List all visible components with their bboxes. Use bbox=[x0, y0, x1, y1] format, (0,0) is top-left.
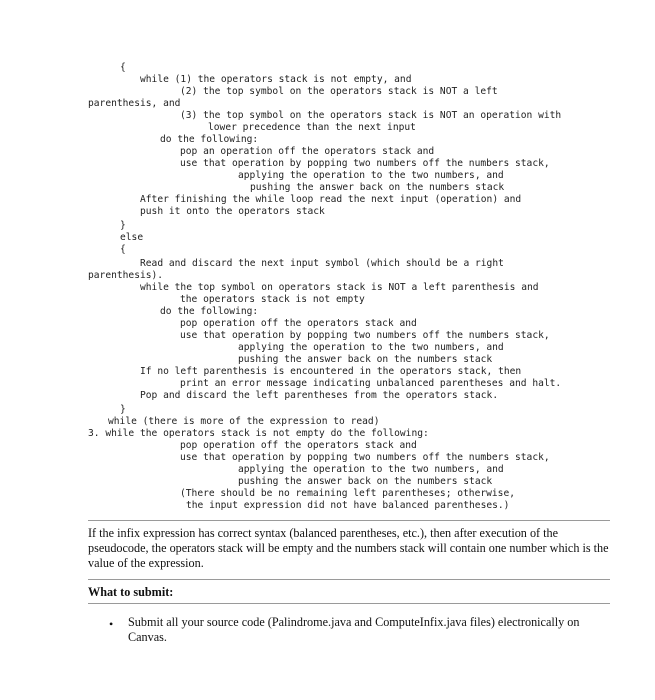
code-line: push it onto the operators stack bbox=[140, 206, 325, 217]
code-line: pop operation off the operators stack and bbox=[180, 318, 417, 329]
code-line: } bbox=[120, 404, 126, 415]
divider-top bbox=[88, 520, 610, 521]
code-line: 3. while the operators stack is not empty do the following: bbox=[88, 428, 429, 439]
code-line: Read and discard the next input symbol (which should be a right bbox=[140, 258, 504, 269]
code-line: pushing the answer back on the numbers stack bbox=[238, 476, 493, 487]
code-line: parenthesis, and bbox=[88, 98, 181, 109]
summary-paragraph: If the infix expression has correct syntax (balanced parentheses, etc.), then after execution of the pseudocode, the operators stack will be empty and the numbers stack will contain one number which is the value of the expression. bbox=[88, 526, 609, 570]
divider-middle bbox=[88, 579, 610, 580]
code-line: } bbox=[120, 220, 126, 231]
code-line: use that operation by popping two numbers off the numbers stack, bbox=[180, 158, 550, 169]
code-line: pop operation off the operators stack and bbox=[180, 440, 417, 451]
code-line: Pop and discard the left parentheses from the operators stack. bbox=[140, 390, 499, 401]
code-line: the input expression did not have balanced parentheses.) bbox=[186, 500, 510, 511]
code-line: do the following: bbox=[160, 306, 259, 317]
code-line: use that operation by popping two numbers off the numbers stack, bbox=[180, 452, 550, 463]
code-line: pushing the answer back on the numbers stack bbox=[238, 354, 493, 365]
code-line: use that operation by popping two numbers off the numbers stack, bbox=[180, 330, 550, 341]
code-line: applying the operation to the two numbers, and bbox=[238, 170, 504, 181]
code-line: (There should be no remaining left parentheses; otherwise, bbox=[180, 488, 516, 499]
code-line: applying the operation to the two numbers, and bbox=[238, 342, 504, 353]
code-line: while (1) the operators stack is not empty, and bbox=[140, 74, 412, 85]
code-line: lower precedence than the next input bbox=[208, 122, 416, 133]
submit-instruction: Submit all your source code (Palindrome.java and ComputeInfix.java files) electronically on Canvas. bbox=[128, 615, 580, 644]
code-line: { bbox=[120, 244, 126, 255]
code-line: (3) the top symbol on the operators stack is NOT an operation with bbox=[180, 110, 562, 121]
code-line: If no left parenthesis is encountered in the operators stack, then bbox=[140, 366, 522, 377]
code-line: (2) the top symbol on the operators stack is NOT a left bbox=[180, 86, 498, 97]
code-line: pushing the answer back on the numbers stack bbox=[250, 182, 505, 193]
code-line: print an error message indicating unbalanced parentheses and halt. bbox=[180, 378, 562, 389]
code-line: After finishing the while loop read the next input (operation) and bbox=[140, 194, 522, 205]
code-line: { bbox=[120, 62, 126, 73]
code-line: applying the operation to the two numbers, and bbox=[238, 464, 504, 475]
divider-bottom bbox=[88, 603, 610, 604]
code-line: while (there is more of the expression to read) bbox=[108, 416, 380, 427]
code-line: the operators stack is not empty bbox=[180, 294, 365, 305]
code-line: do the following: bbox=[160, 134, 259, 145]
bullet-icon: • bbox=[109, 617, 114, 631]
code-line: pop an operation off the operators stack and bbox=[180, 146, 435, 157]
code-line: else bbox=[120, 232, 144, 243]
code-line: while the top symbol on operators stack is NOT a left parenthesis and bbox=[140, 282, 539, 293]
what-to-submit-heading: What to submit: bbox=[88, 585, 174, 599]
code-line: parenthesis). bbox=[88, 270, 164, 281]
